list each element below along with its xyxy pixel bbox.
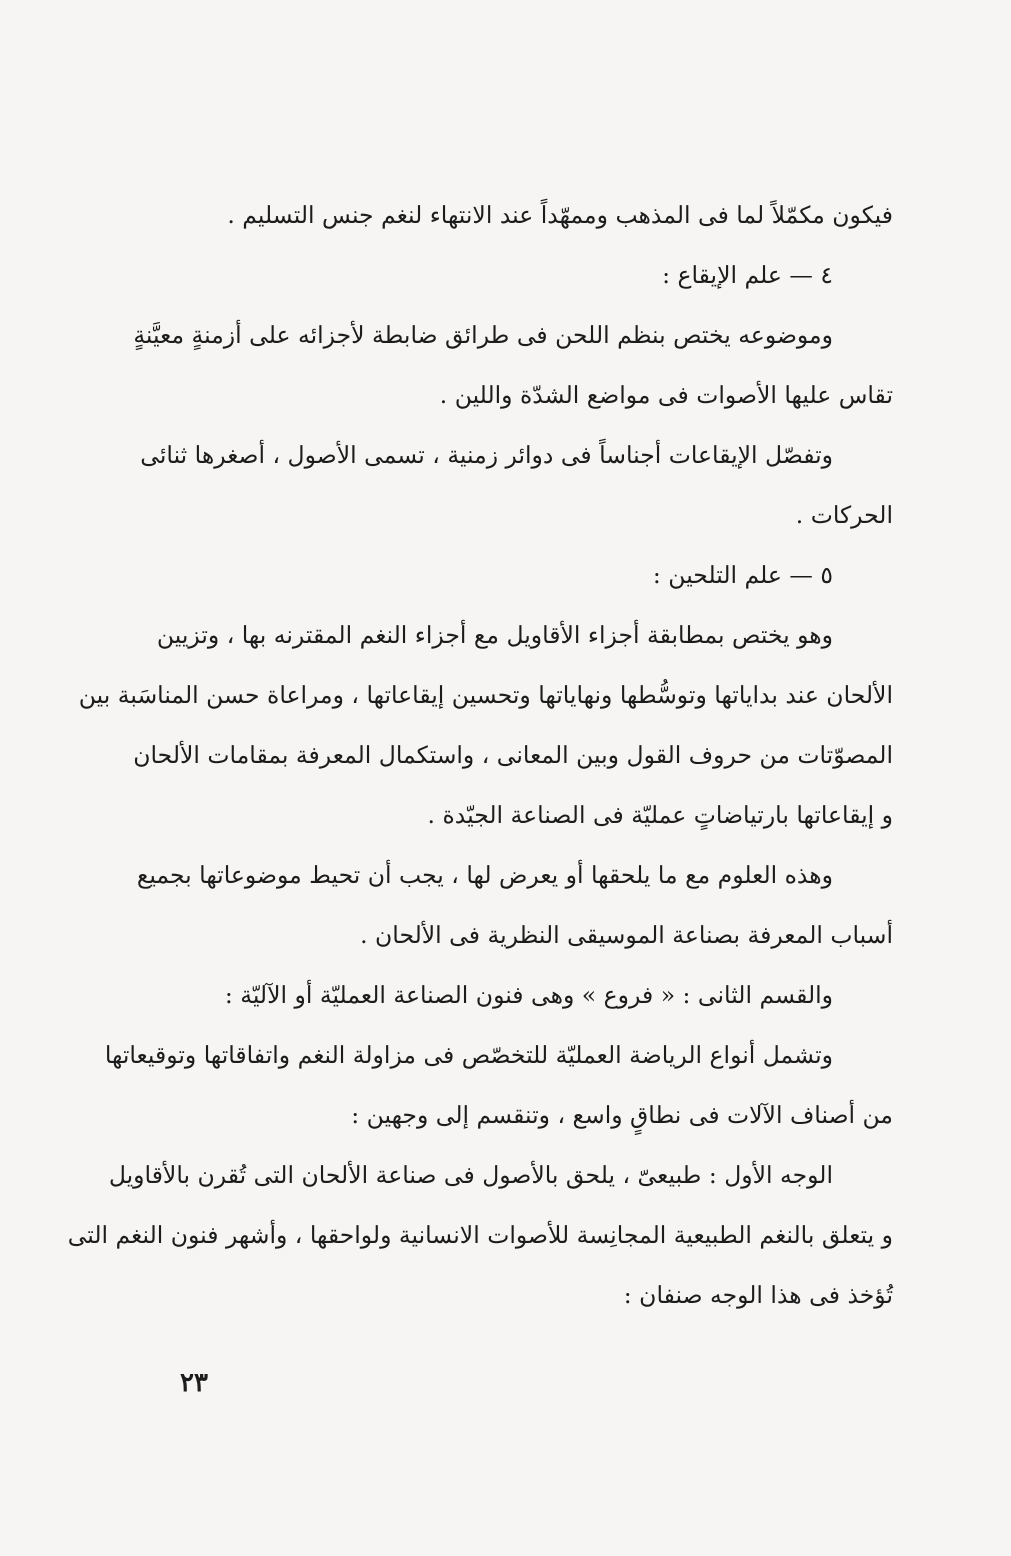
text-line: و يتعلق بالنغم الطبيعية المجانِسة للأصوات الانسانية ولواحقها ، وأشهر فنون النغم التى bbox=[67, 1221, 893, 1249]
text-line: وهو يختص بمطابقة أجزاء الأقاويل مع أجزاء النغم المقترنه بها ، وتزيين bbox=[156, 621, 833, 649]
text-line: الألحان عند بداياتها وتوسُّطها ونهاياتها وتحسين إيقاعاتها ، ومراعاة حسن المناسَبة بين bbox=[78, 681, 893, 709]
text-line: تُؤخذ فى هذا الوجه صنفان : bbox=[623, 1281, 893, 1309]
text-line: من أصناف الآلات فى نطاقٍ واسع ، وتنقسم إلى وجهين : bbox=[351, 1101, 893, 1129]
text-line: الحركات . bbox=[795, 501, 893, 529]
page-number: ٢٣ bbox=[180, 1368, 208, 1398]
text-line: الوجه الأول : طبيعىّ ، يلحق بالأصول فى صناعة الألحان التى تُقرن بالأقاويل bbox=[108, 1161, 833, 1189]
body-text bbox=[67, 185, 893, 1325]
text-line: و إيقاعاتها بارتياضاتٍ عمليّة فى الصناعة الجيّدة . bbox=[427, 801, 893, 829]
text-line: وهذه العلوم مع ما يلحقها أو يعرض لها ، يجب أن تحيط موضوعاتها بجميع bbox=[136, 861, 833, 889]
text-line: فيكون مكمّلاً لما فى المذهب وممهّداً عند الانتهاء لنغم جنس التسليم . bbox=[227, 201, 893, 229]
text-line: وتفصّل الإيقاعات أجناساً فى دوائر زمنية ، تسمى الأصول ، أصغرها ثنائى bbox=[140, 441, 833, 469]
text-line: والقسم الثانى : « فروع » وهى فنون الصناعة العمليّة أو الآليّة : bbox=[224, 981, 833, 1009]
section-heading-composition: ٥ — علم التلحين : bbox=[652, 561, 833, 589]
text-line: أسباب المعرفة بصناعة الموسيقى النظرية فى الألحان . bbox=[360, 921, 893, 949]
text-line: وتشمل أنواع الرياضة العمليّة للتخصّص فى مزاولة النغم واتفاقاتها وتوقيعاتها bbox=[104, 1041, 833, 1069]
text-line: تقاس عليها الأصوات فى مواضع الشدّة واللين . bbox=[439, 381, 893, 409]
text-line: وموضوعه يختص بنظم اللحن فى طرائق ضابطة لأجزائه على أزمنةٍ معيَّنةٍ bbox=[133, 321, 833, 349]
section-heading-rhythm: ٤ — علم الإيقاع : bbox=[662, 261, 833, 289]
text-line: المصوّتات من حروف القول وبين المعانى ، واستكمال المعرفة بمقامات الألحان bbox=[133, 741, 893, 769]
